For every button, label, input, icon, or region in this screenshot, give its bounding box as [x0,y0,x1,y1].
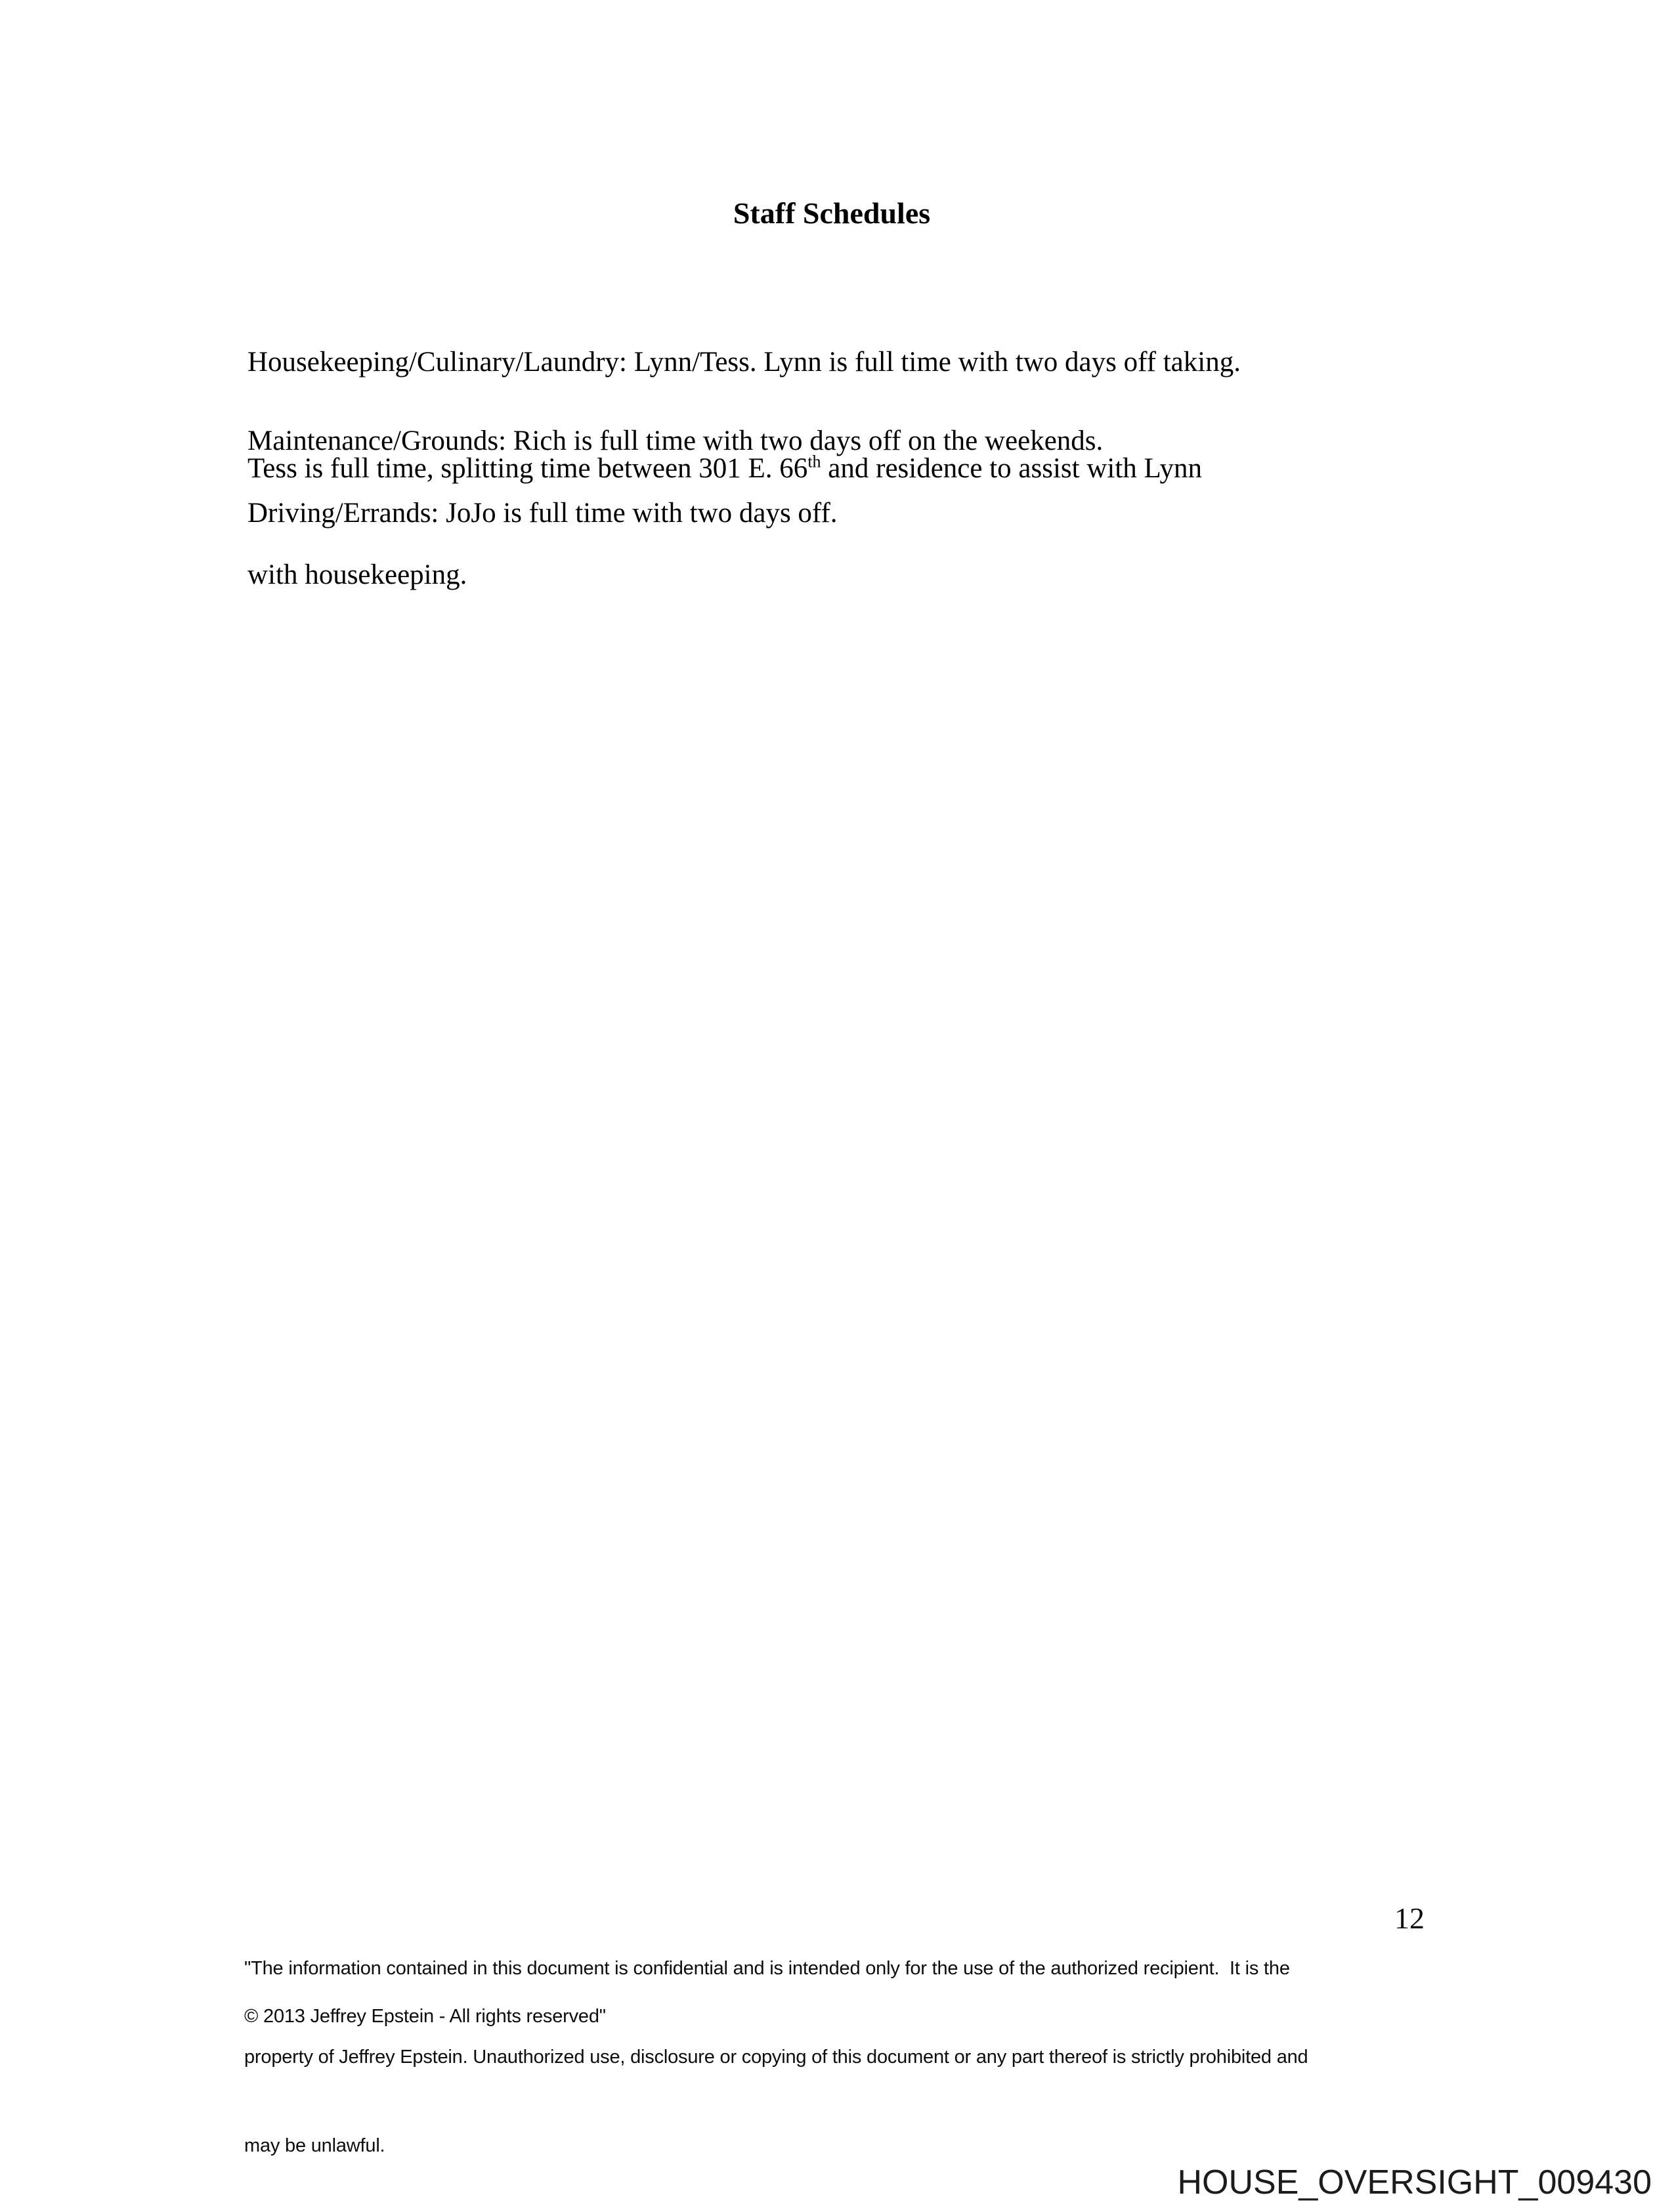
paragraph-maintenance: Maintenance/Grounds: Rich is full time with two days off on the weekends. [247,425,1104,456]
paragraph-driving: Driving/Errands: JoJo is full time with two days off. [247,498,838,529]
paragraph-line: with housekeeping. [247,559,467,590]
line-text: and residence to assist with Lynn [821,453,1202,484]
paragraph-housekeeping [247,274,1241,664]
disclaimer-line: may be unlawful. [244,2135,385,2156]
ordinal-superscript: th [807,452,821,471]
page-title: Staff Schedules [733,196,931,230]
disclaimer-line: property of Jeffrey Epstein. Unauthorized use, disclosure or copying of this document or any part thereof is strictly prohibited and [244,2047,1308,2068]
line-text: Tess is full time, splitting time between 301 E. 66 [247,453,808,484]
bates-stamp: HOUSE_OVERSIGHT_009430 [1177,2163,1652,2201]
copyright-line: © 2013 Jeffrey Epstein - All rights reserved" [244,2006,606,2027]
disclaimer-line: "The information contained in this document is confidential and is intended only for the use of the authorized recipient. It is the [244,1958,1290,1979]
page-number: 12 [1394,1901,1425,1935]
paragraph-line: Housekeeping/Culinary/Laundry: Lynn/Tess. Lynn is full time with two days off taking. [247,347,1241,378]
